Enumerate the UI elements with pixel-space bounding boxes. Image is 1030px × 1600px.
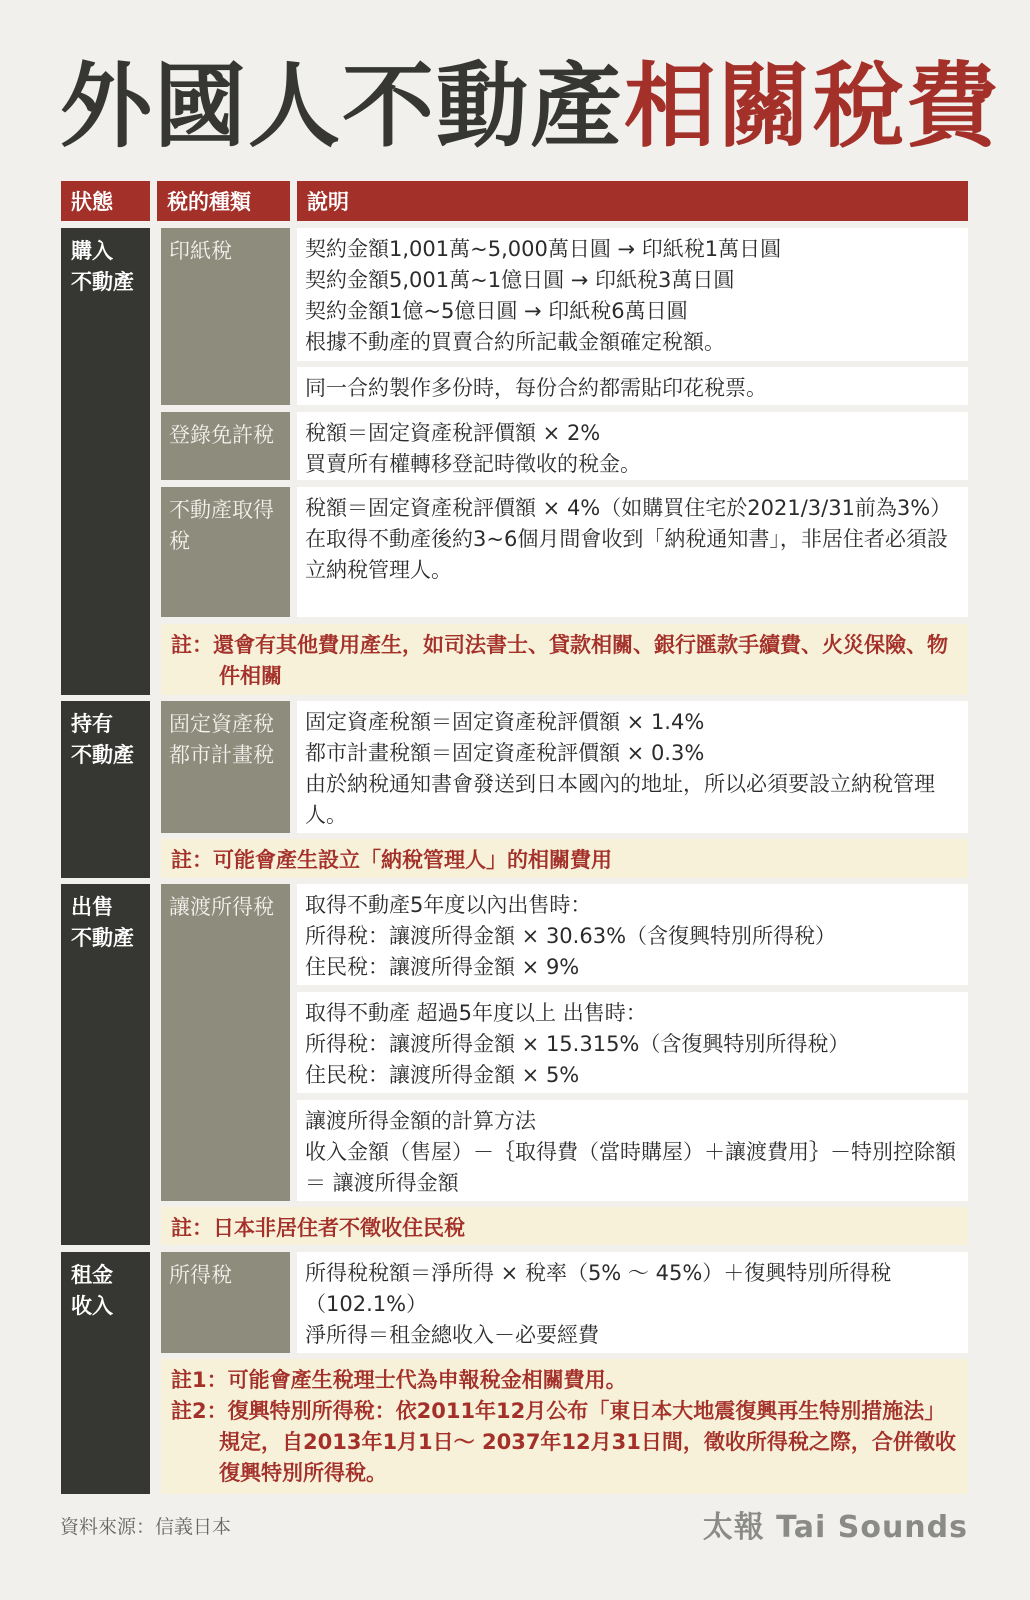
header-description: 說明 bbox=[297, 181, 968, 221]
note-line-1: 註1：可能會產生稅理士代為申報稅金相關費用。 bbox=[171, 1368, 627, 1392]
note-line: 註：日本非居住者不徵收住民稅 bbox=[171, 1216, 465, 1240]
type-property-tax: 固定資產稅 都市計畫稅 bbox=[161, 701, 290, 833]
status-rent: 租金 收入 bbox=[61, 1252, 150, 1494]
note-buy bbox=[161, 624, 968, 695]
desc-stamp-tax-amounts: 契約金額1,001萬~5,000萬日圓 → 印紙稅1萬日圓 契約金額5,001萬~1億日圓 → 印紙稅3萬日圓 契約金額1億~5億日圓 → 印紙稅6萬日圓 根據不動產的買賣合約所記載金額確定稅額。 bbox=[297, 228, 968, 361]
note-line: 註：還會有其他費用產生，如司法書士、貸款相關、銀行匯款手續費、火災保險、物件相關 bbox=[171, 633, 948, 688]
header-type: 稅的種類 bbox=[157, 181, 290, 221]
type-transfer-income-tax: 讓渡所得稅 bbox=[161, 884, 290, 1201]
note-line: 註：可能會產生設立「納稅管理人」的相關費用 bbox=[171, 848, 612, 872]
type-registration-tax: 登錄免許稅 bbox=[161, 412, 290, 480]
title-red-part: 相關稅費 bbox=[624, 53, 1001, 160]
note-rent bbox=[161, 1359, 968, 1494]
note-hold bbox=[161, 839, 968, 878]
type-acquisition-tax: 不動產取得稅 bbox=[161, 487, 290, 617]
note-sell bbox=[161, 1207, 968, 1245]
status-sell: 出售 不動產 bbox=[61, 884, 150, 1245]
desc-registration-tax: 稅額＝固定資產稅評價額 × 2% 買賣所有權轉移登記時徵收的稅金。 bbox=[297, 412, 968, 480]
note-line-2: 註2：復興特別所得稅：依2011年12月公布「東日本大地震復興再生特別措施法」規定，自2013年1月1日〜 2037年12月31日間，徵收所得稅之際，合併徵收復興特別所得稅。 bbox=[171, 1399, 956, 1485]
desc-income-tax: 所得稅稅額＝淨所得 × 稅率（5% 〜 45%）＋復興特別所得稅（102.1%） 淨所得＝租金總收入－必要經費 bbox=[297, 1252, 968, 1353]
type-income-tax: 所得稅 bbox=[161, 1252, 290, 1353]
desc-sell-over-5-years: 取得不動產 超過5年度以上 出售時： 所得稅：讓渡所得金額 × 15.315%（含復興特別所得稅） 住民稅：讓渡所得金額 × 5% bbox=[297, 992, 968, 1093]
status-buy: 購入 不動產 bbox=[61, 228, 150, 695]
desc-property-tax: 固定資產稅額＝固定資產稅評價額 × 1.4% 都市計畫稅額＝固定資產稅評價額 × 0.3% 由於納稅通知書會發送到日本國內的地址，所以必須要設立納稅管理人。 bbox=[297, 701, 968, 833]
status-hold: 持有 不動產 bbox=[61, 701, 150, 878]
header-status: 狀態 bbox=[61, 181, 150, 221]
desc-transfer-calculation: 讓渡所得金額的計算方法 收入金額（售屋）－｛取得費（當時購屋）＋讓渡費用｝－特別控除額 ＝ 讓渡所得金額 bbox=[297, 1100, 968, 1201]
desc-stamp-tax-copies: 同一合約製作多份時，每份合約都需貼印花稅票。 bbox=[297, 367, 968, 405]
desc-acquisition-tax: 稅額＝固定資產稅評價額 × 4%（如購買住宅於2021/3/31前為3%） 在取得不動產後約3~6個月間會收到「納稅通知書」，非居住者必須設立納稅管理人。 bbox=[297, 487, 968, 617]
brand-logo-text: 太報 Tai Sounds bbox=[702, 1510, 968, 1545]
page-title bbox=[60, 52, 1001, 162]
type-stamp-tax: 印紙稅 bbox=[161, 228, 290, 405]
desc-sell-within-5-years: 取得不動產5年度以內出售時： 所得稅：讓渡所得金額 × 30.63%（含復興特別所得稅） 住民稅：讓渡所得金額 × 9% bbox=[297, 884, 968, 985]
source-credit: 資料來源：信義日本 bbox=[60, 1516, 232, 1538]
title-dark-part: 外國人不動產 bbox=[60, 53, 625, 160]
